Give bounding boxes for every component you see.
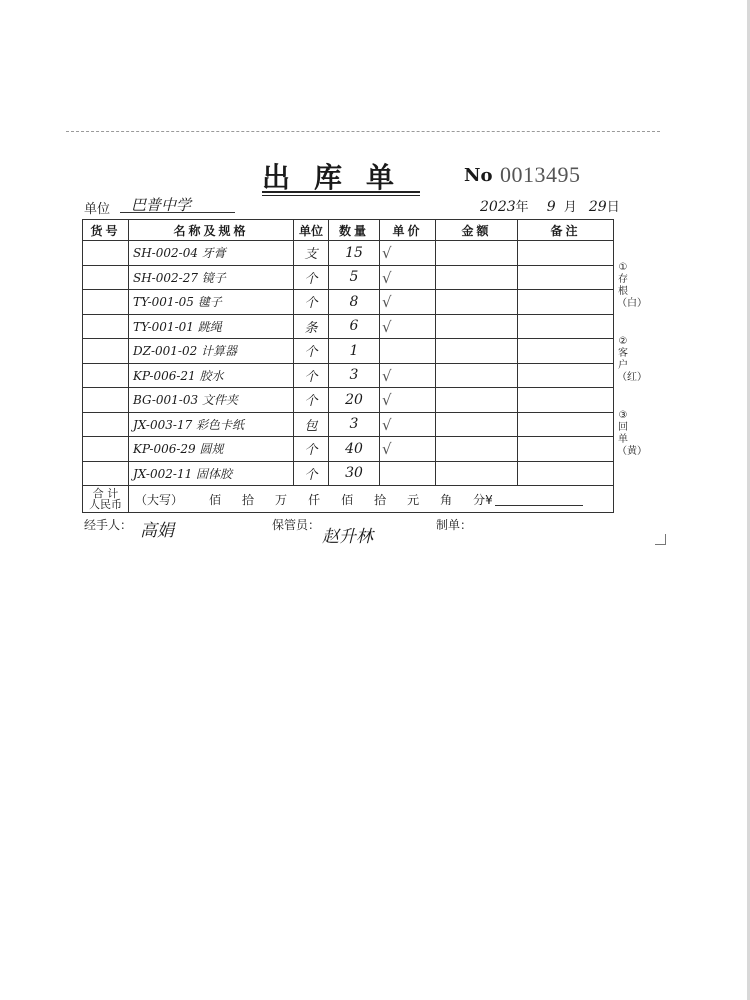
maker-label: 制单： — [436, 518, 473, 532]
item-name-cell: TY-001-01 跳绳 — [129, 314, 294, 339]
item-name-cell: BG-001-03 文件夹 — [129, 388, 294, 413]
side-note-customer: ②客户（红） — [617, 336, 647, 383]
total-row — [83, 486, 614, 513]
remark-cell — [518, 412, 614, 437]
check-icon: √ — [382, 317, 392, 336]
handler-label: 经手人： — [84, 518, 133, 532]
total-word-bai2: 佰 — [341, 492, 354, 507]
total-word-bai: 佰 — [209, 492, 222, 507]
header-item-code: 货号 — [83, 220, 129, 241]
total-words — [129, 486, 613, 512]
date-month: 9 — [546, 199, 556, 215]
amount-cell — [436, 339, 518, 364]
table-row — [83, 412, 614, 437]
check-icon: √ — [382, 415, 392, 434]
amount-cell — [436, 363, 518, 388]
side-note-stub: ①存根（白） — [617, 262, 647, 309]
amount-cell — [436, 241, 518, 266]
unit-price-cell — [380, 437, 436, 462]
header-name-spec: 名称及规格 — [129, 220, 294, 241]
item-name-cell: JX-003-17 彩色卡纸 — [129, 412, 294, 437]
check-icon: √ — [382, 366, 392, 385]
keeper-signature: 赵升林 — [322, 527, 373, 547]
table-row — [83, 265, 614, 290]
items-table — [82, 219, 614, 513]
header-qty: 数量 — [329, 220, 380, 241]
item-code-cell — [83, 437, 129, 462]
item-code-cell — [83, 388, 129, 413]
table-row — [83, 437, 614, 462]
remark-cell — [518, 339, 614, 364]
header-remark: 备注 — [518, 220, 614, 241]
item-unit-cell: 包 — [294, 412, 329, 437]
form-corner-mark — [655, 534, 666, 545]
item-unit-cell: 个 — [294, 461, 329, 486]
remark-cell — [518, 388, 614, 413]
item-name-cell: KP-006-21 胶水 — [129, 363, 294, 388]
date-year-suffix: 年 — [515, 200, 529, 215]
item-name-cell: JX-002-11 固体胶 — [129, 461, 294, 486]
unit-price-cell — [380, 339, 436, 364]
item-name-cell: KP-006-29 圆规 — [129, 437, 294, 462]
amount-cell — [436, 314, 518, 339]
header-unit-price: 单价 — [380, 220, 436, 241]
item-qty-cell: 3 — [329, 412, 380, 437]
check-icon: √ — [382, 244, 392, 262]
item-qty-cell: 15 — [329, 241, 380, 266]
item-unit-cell: 个 — [294, 265, 329, 290]
unit-price-cell — [380, 388, 436, 413]
table-row — [83, 314, 614, 339]
item-code-cell — [83, 290, 129, 315]
remark-cell — [518, 363, 614, 388]
date-day: 29 — [588, 199, 607, 215]
header-amount: 金额 — [436, 220, 518, 241]
serial-number: 0013495 — [500, 162, 581, 187]
item-name-cell: DZ-001-02 计算器 — [129, 339, 294, 364]
item-code-cell — [83, 339, 129, 364]
table-row — [83, 290, 614, 315]
amount-cell — [436, 290, 518, 315]
table-row — [83, 339, 614, 364]
date-year: 2023 — [480, 199, 516, 215]
amount-cell — [436, 265, 518, 290]
item-code-cell — [83, 412, 129, 437]
item-qty-cell: 3 — [329, 363, 380, 388]
total-word-jiao: 角 — [440, 492, 453, 507]
total-words-cell — [129, 486, 614, 513]
table-row — [83, 241, 614, 266]
item-unit-cell: 个 — [294, 388, 329, 413]
total-word-wan: 万 — [275, 492, 288, 507]
title-underline — [262, 191, 420, 193]
item-qty-cell: 8 — [329, 290, 380, 315]
remark-cell — [518, 241, 614, 266]
item-unit-cell: 条 — [294, 314, 329, 339]
table-row — [83, 363, 614, 388]
item-unit-cell: 个 — [294, 437, 329, 462]
total-word-shi2: 拾 — [374, 492, 387, 507]
form-title: 出库单 — [262, 161, 419, 194]
table-row — [83, 388, 614, 413]
check-icon: √ — [382, 440, 392, 458]
unit-underline — [120, 212, 235, 213]
item-name-cell: SH-002-27 镜子 — [129, 265, 294, 290]
number-label: No — [464, 165, 493, 186]
remark-cell — [518, 437, 614, 462]
total-word-fen: 分¥ — [473, 492, 493, 507]
item-unit-cell: 个 — [294, 290, 329, 315]
remark-cell — [518, 265, 614, 290]
check-icon: √ — [382, 268, 392, 287]
total-word-shi: 拾 — [242, 492, 255, 507]
header-unit: 单位 — [294, 220, 329, 241]
remark-cell — [518, 314, 614, 339]
total-word-daxie: （大写） — [135, 492, 184, 507]
item-unit-cell: 个 — [294, 363, 329, 388]
amount-cell — [436, 437, 518, 462]
item-qty-cell: 40 — [329, 437, 380, 462]
unit-price-cell — [380, 412, 436, 437]
total-amount-blank — [495, 493, 583, 506]
unit-price-cell — [380, 290, 436, 315]
item-unit-cell: 个 — [294, 339, 329, 364]
amount-cell — [436, 388, 518, 413]
item-qty-cell: 20 — [329, 388, 380, 413]
total-word-yuan: 元 — [407, 492, 420, 507]
handler-signature: 高娟 — [140, 521, 174, 541]
unit-price-cell — [380, 363, 436, 388]
item-code-cell — [83, 461, 129, 486]
item-code-cell — [83, 241, 129, 266]
item-name-cell: TY-001-05 毽子 — [129, 290, 294, 315]
date-field — [480, 196, 620, 215]
date-month-suffix: 月 — [563, 200, 577, 215]
title-underline-thin — [262, 195, 420, 196]
item-qty-cell: 6 — [329, 314, 380, 339]
remark-cell — [518, 290, 614, 315]
check-icon: √ — [382, 293, 392, 311]
item-name-cell: SH-002-04 牙膏 — [129, 241, 294, 266]
total-word-qian: 仟 — [308, 492, 321, 507]
table-row — [83, 461, 614, 486]
unit-label: 单位 — [84, 202, 111, 217]
item-unit-cell: 支 — [294, 241, 329, 266]
check-icon: √ — [382, 391, 392, 409]
item-code-cell — [83, 314, 129, 339]
remark-cell — [518, 461, 614, 486]
unit-price-cell — [380, 241, 436, 266]
amount-cell — [436, 461, 518, 486]
side-note-receipt: ③回单（黄） — [617, 410, 647, 457]
unit-price-cell — [380, 461, 436, 486]
item-qty-cell: 1 — [329, 339, 380, 364]
unit-price-cell — [380, 314, 436, 339]
amount-cell — [436, 412, 518, 437]
table-header-row — [83, 220, 614, 241]
item-qty-cell: 30 — [329, 461, 380, 486]
keeper-label: 保管员： — [272, 518, 321, 532]
item-code-cell — [83, 265, 129, 290]
unit-price-cell — [380, 265, 436, 290]
unit-value: 巴普中学 — [131, 196, 192, 214]
date-day-suffix: 日 — [606, 200, 620, 215]
total-label: 合 计 人民币 — [83, 486, 129, 513]
perforation-line — [66, 131, 660, 133]
item-code-cell — [83, 363, 129, 388]
item-qty-cell: 5 — [329, 265, 380, 290]
